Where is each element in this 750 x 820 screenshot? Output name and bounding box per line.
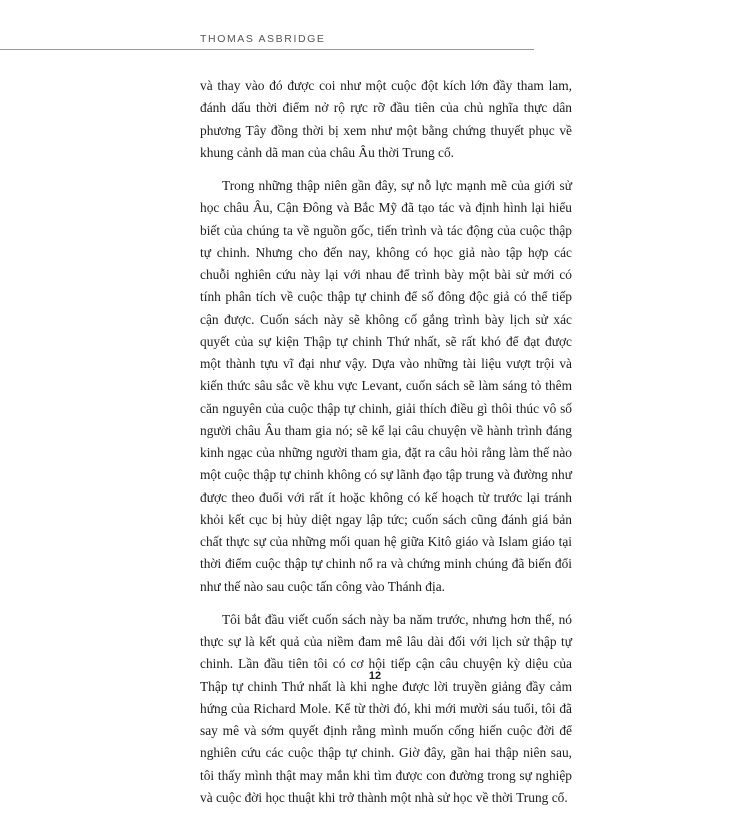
running-header: THOMAS ASBRIDGE (200, 33, 326, 45)
body-text (200, 75, 572, 820)
page-number: 12 (368, 670, 382, 682)
paragraph-1: và thay vào đó được coi như một cuộc đột kích lớn đầy tham lam, đánh dấu thời điểm nở rộ rực rỡ đầu tiên của chủ nghĩa thực dân phương Tây đồng thời bị xem như một bằng chứng thuyết phục về khung cảnh dã man của châu Âu thời Trung cổ. (200, 78, 572, 160)
paragraph-2: Trong những thập niên gần đây, sự nỗ lực mạnh mẽ của giới sử học châu Âu, Cận Đông và Bắc Mỹ đã tạo tác và định hình lại hiểu biết của chúng ta về nguồn gốc, tiến trình và tác động của cuộc thập tự chinh. Nhưng cho đến nay, không có học giả nào tập hợp các chuỗi nghiên cứu này lại với nhau để trình bày một bài sử mới có tính phân tích về cuộc thập tự chinh để số đông độc giả có thể tiếp cận được. Cuốn sách này sẽ không cố gắng trình bày lịch sử xác quyết của sự kiện Thập tự chinh Thứ nhất, sẽ rất khó để đạt được một thành tựu vĩ đại như vậy. Dựa vào những tài liệu vượt trội và kiến thức sâu sắc về khu vực Levant, cuốn sách sẽ làm sáng tỏ thêm căn nguyên của cuộc thập tự chinh, giải thích điều gì thôi thúc vô số người châu Âu tham gia nó; sẽ kể lại câu chuyện về hành trình đáng kinh ngạc của những người tham gia, đặt ra câu hỏi rằng làm thế nào một cuộc thập tự chinh không có sự lãnh đạo tập trung và đường như được theo đuổi với rất ít hoặc không có kế hoạch từ trước lại tránh khỏi kết cục bị hủy diệt ngay lập tức; cuốn sách cũng đánh giá bản chất thực sự của những mối quan hệ giữa Kitô giáo và Islam giáo tại thời điểm cuộc thập tự chinh nổ ra và chứng minh chúng đã biến đổi như thế nào sau cuộc tấn công vào Thánh địa. (200, 178, 572, 594)
paragraph-3: Tôi bắt đầu viết cuốn sách này ba năm trước, nhưng hơn thế, nó thực sự là kết quả của niềm đam mê lâu dài đối với lịch sử thập tự chinh. Lần đầu tiên tôi có cơ hội tiếp cận câu chuyện kỳ diệu của Thập tự chinh Thứ nhất là khi nghe được lời truyền giảng đầy cảm hứng của Richard Mole. Kể từ thời đó, khi mới mười sáu tuổi, tôi đã say mê và sớm quyết định rằng mình muốn cống hiến cuộc đời để nghiên cứu các cuộc thập tự chinh. Giờ đây, gần hai thập niên sau, tôi thấy mình thật may mắn khi tìm được con đường trong sự nghiệp và cuộc đời học thuật khi trở thành một nhà sử học về thời Trung cổ. (200, 611, 572, 805)
header-rule (0, 49, 534, 50)
